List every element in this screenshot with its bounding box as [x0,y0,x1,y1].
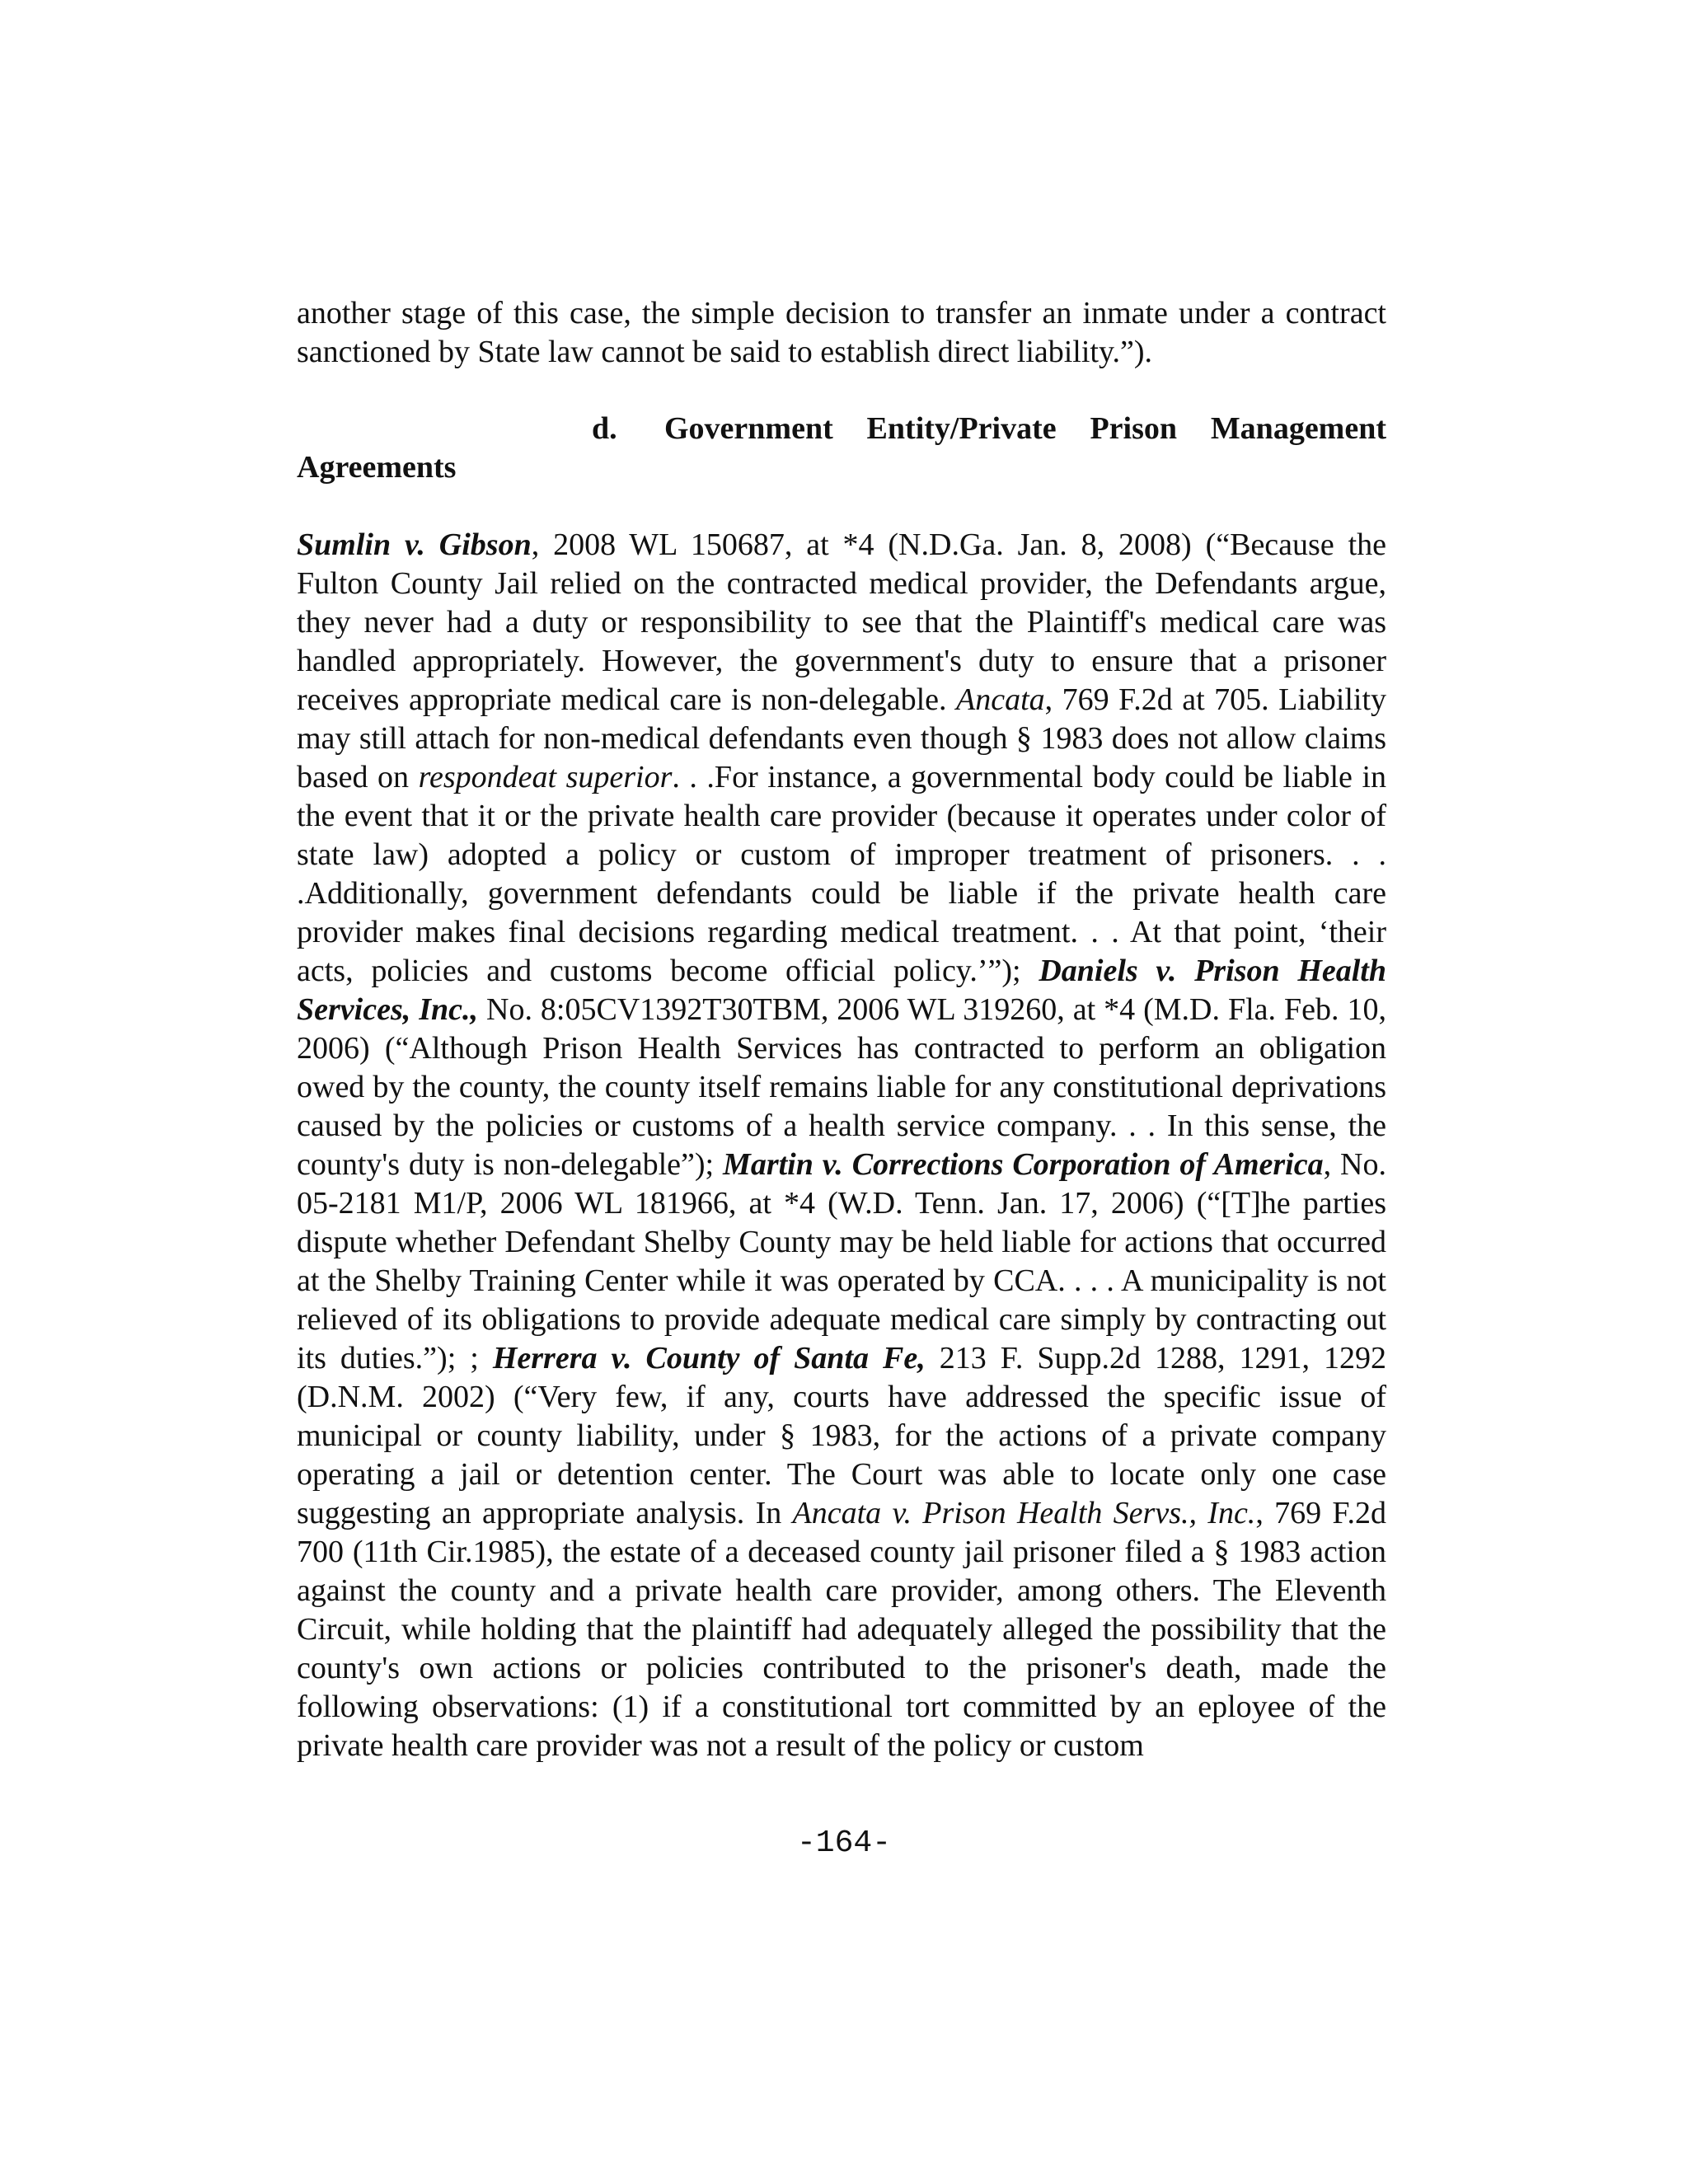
section-heading [297,410,1386,487]
section-heading-line-1 [297,410,1386,448]
case-ref-ancata-full: Ancata v. Prison Health Servs., Inc. [792,1496,1256,1530]
section-letter: d. [592,411,617,446]
section-title-line-1: Government Entity/Private Prison Management [664,411,1386,446]
body-text-segment: , No. 05-2181 M1/P, 2006 WL 181966, at *4 (W.D. Tenn. Jan. 17, 2006) (“[T]he parties dispute whether Defendant Shelby County may be held liable for actions that occurred at the Shelby Training Center while it was operated by CCA. . . . A municipality is not relieved of its obligations to provide adequate medical care simply by contracting out its duties.”); ; [297,1147,1386,1376]
body-text-segment: No. 8:05CV1392T30TBM, 2006 WL 319260, at *4 (M.D. Fla. Feb. 10, 2006) (“Although Prison Health Services has contracted to perform an obligation owed by the county, the county itself remains liable for any constitutional deprivations caused by the policies or customs of a health service company. . . In this sense, the county's duty is non-delegable”); [297,992,1386,1182]
section-title-line-2: Agreements [297,450,457,485]
page-number: -164- [796,1825,892,1861]
body-paragraph [297,526,1386,1765]
case-ref-ancata: Ancata [956,682,1045,717]
body-text-segment: . . .For instance, a governmental body could be liable in the event that it or the private health care provider (because it operates under color of state law) adopted a policy or custom of improper treatment of prisoners. . . .Additionally, government defendants could be liable if the private health care provider makes final decisions regarding medical treatment. . . At that point, ‘their acts, policies and customs become official policy.’”); [297,760,1386,988]
case-name-daniels: Daniels v. Prison Health Services, Inc., [297,954,1386,1027]
latin-term: respondeat superior [418,760,673,794]
body-text-segment: 213 F. Supp.2d 1288, 1291, 1292 (D.N.M. 2002) (“Very few, if any, courts have addressed the specific issue of municipal or county liability, under § 1983, for the actions of a private company operating a jail or detention center. The Court was able to locate only one case suggesting an appropriate analysis. In [297,1341,1387,1530]
case-name-martin: Martin v. Corrections Corporation of America [723,1147,1324,1182]
case-name-herrera: Herrera v. County of Santa Fe, [492,1341,926,1376]
intro-paragraph: another stage of this case, the simple decision to transfer an inmate under a contract sanctioned by State law cannot be said to establish direct liability.”). [297,296,1386,369]
body-text-segment: , 769 F.2d 700 (11th Cir.1985), the estate of a deceased county jail prisoner filed a § 1983 action against the county and a private health care provider, among others. The Eleventh Circuit, while holding that the plaintiff had adequately alleged the possibility that the county's own actions or policies contributed to the prisoner's death, made the following observations: (1) if a constitutional tort committed by an eployee of the private health care provider was not a result of the policy or custom [297,1496,1387,1763]
case-name-sumlin: Sumlin v. Gibson [297,527,532,562]
body-text-segment: , 2008 WL 150687, at *4 (N.D.Ga. Jan. 8, 2008) (“Because the Fulton County Jail relied on the contracted medical provider, the Defendants argue, they never had a duty or responsibility to see that the Plaintiff's medical care was handled appropriately. However, the government's duty to ensure that a prisoner receives appropriate medical care is non-delegable. [297,527,1387,717]
body-text-segment: , 769 F.2d at 705. Liability may still attach for non-medical defendants even though § 1983 does not allow claims based on [297,682,1386,794]
